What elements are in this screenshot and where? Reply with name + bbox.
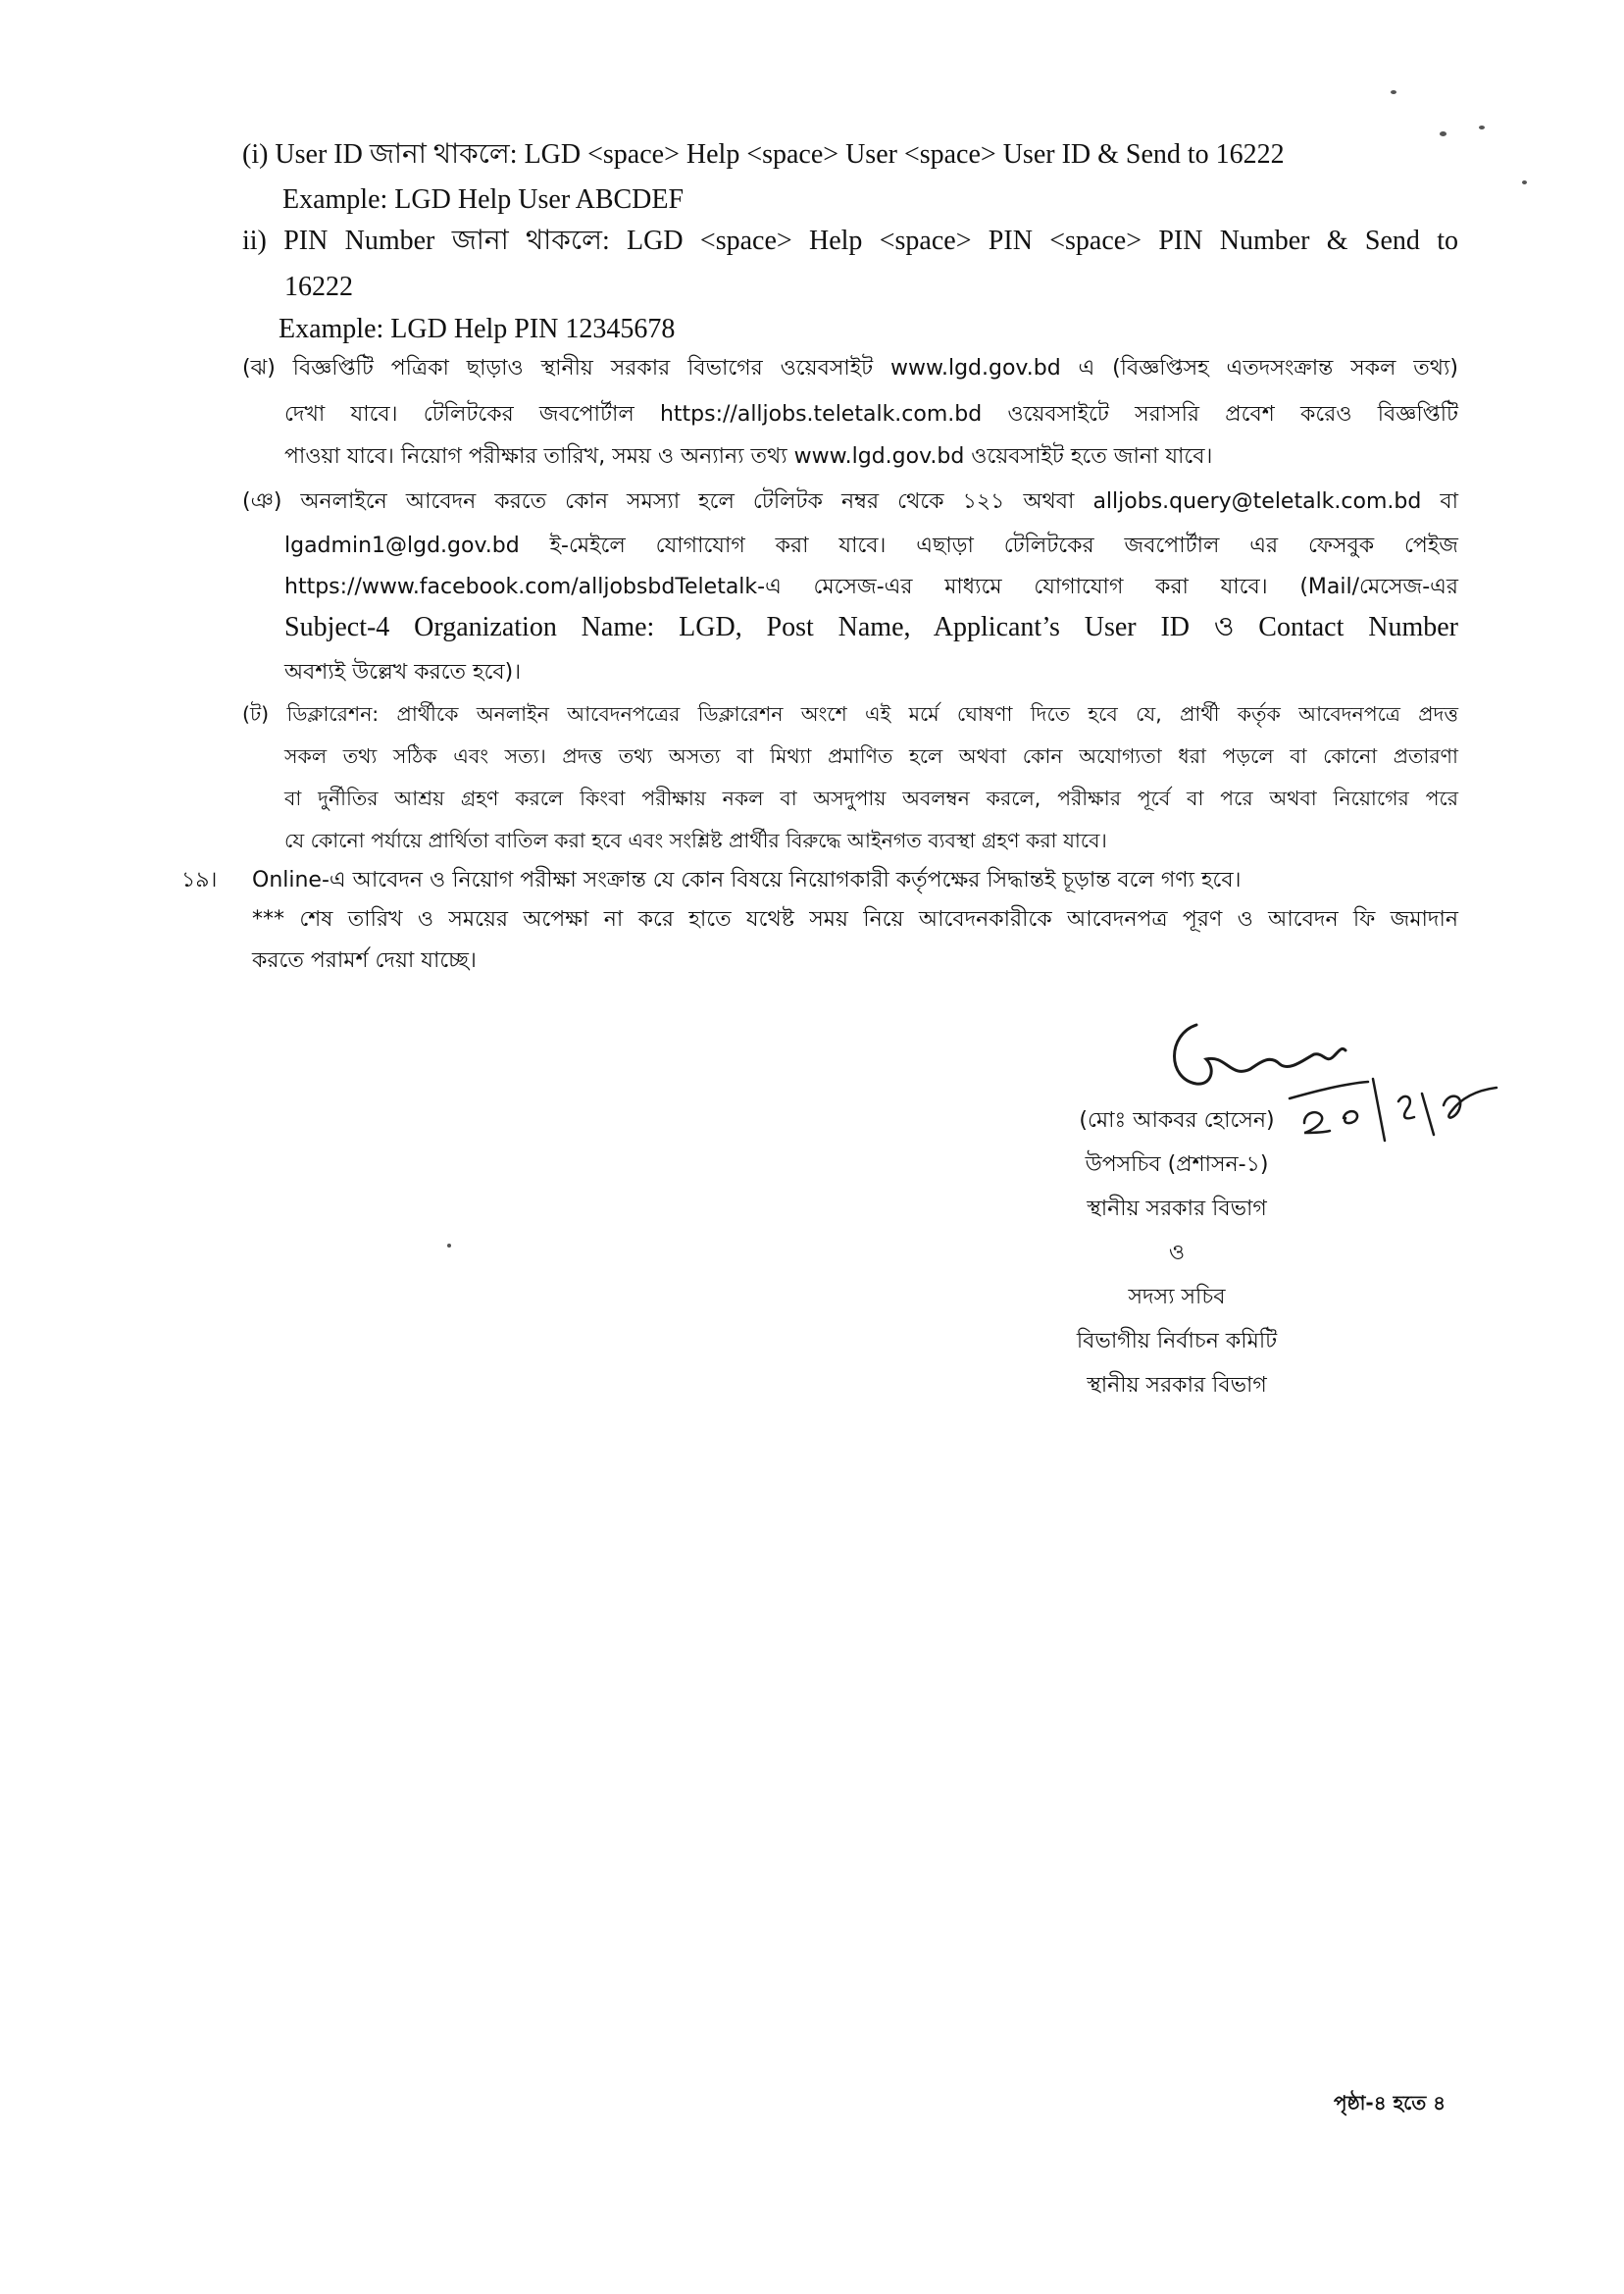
item-19-text: Online-এ আবেদন ও নিয়োগ পরীক্ষা সংক্রান্ত যে কোন বিষয়ে নিয়োগকারী কর্তৃপক্ষের সিদ্ধান্তই চূড়ান্ত বলে গণ্য হবে।	[252, 868, 1242, 892]
para-jha-line-1: (ঝ) বিজ্ঞপ্তিটি পত্রিকা ছাড়াও স্থানীয় সরকার বিভাগের ওয়েবসাইট www.lgd.gov.bd এ (বিজ্ঞপ্তিসহ এতদসংক্রান্ত সকল তথ্য)	[242, 356, 1458, 381]
sms-help-pin-cont: 16222	[284, 272, 353, 302]
para-jha-line-3: পাওয়া যাবে। নিয়োগ পরীক্ষার তারিখ, সময় ও অন্যান্য তথ্য www.lgd.gov.bd ওয়েবসাইট হতে জানা যাবে।	[284, 444, 1213, 469]
item-19-note-line-2: করতে পরামর্শ দেয়া যাচ্ছে।	[252, 948, 477, 973]
signatory-conjunction: ও	[1168, 1241, 1186, 1265]
signatory-office: স্থানীয় সরকার বিভাগ	[1087, 1197, 1267, 1221]
sms-help-pin: ii) PIN Number জানা থাকলে: LGD <space> Help <space> PIN <space> PIN Number & Send to	[242, 226, 1458, 256]
item-19-note-line-1: *** শেষ তারিখ ও সময়ের অপেক্ষা না করে হাতে যথেষ্ট সময় নিয়ে আবেদনকারীকে আবেদনপত্র পূরণ ও আবেদন ফি জমাদান	[252, 907, 1458, 932]
scan-speck	[447, 1244, 451, 1248]
para-nya-line-2: lgadmin1@lgd.gov.bd ই-মেইলে যোগাযোগ করা যাবে। এছাড়া টেলিটকের জবপোর্টাল এর ফেসবুক পেইজ	[284, 534, 1458, 558]
para-jha-line-2: দেখা যাবে। টেলিটকের জবপোর্টাল https://alljobs.teletalk.com.bd ওয়েবসাইটে সরাসরি প্রবেশ করেও বিজ্ঞপ্তিটি	[284, 402, 1458, 427]
sms-help-user-id-example: Example: LGD Help User ABCDEF	[282, 184, 685, 215]
item-19-number: ১৯।	[181, 868, 218, 892]
para-nya-line-4: Subject-4 Organization Name: LGD, Post Name, Applicant’s User ID ও Contact Number	[284, 612, 1458, 642]
signatory-name: (মোঃ আকবর হোসেন)	[1079, 1108, 1275, 1133]
signatory-role: সদস্য সচিব	[1128, 1285, 1226, 1309]
scan-speck	[1522, 180, 1527, 184]
para-ta-line-1: (ট) ডিক্লারেশন: প্রার্থীকে অনলাইন আবেদনপত্রের ডিক্লারেশন অংশে এই মর্মে ঘোষণা দিতে হবে যে, প্রার্থী কর্তৃক আবেদনপত্রে প্রদত্ত	[242, 702, 1458, 726]
scan-speck	[1479, 126, 1485, 129]
scan-speck	[1391, 90, 1396, 94]
para-nya-line-3: https://www.facebook.com/alljobsbdTeletalk-এ মেসেজ-এর মাধ্যমে যোগাযোগ করা যাবে। (Mail/মেসেজ-এর	[284, 575, 1458, 599]
para-ta-line-2: সকল তথ্য সঠিক এবং সত্য। প্রদত্ত তথ্য অসত্য বা মিথ্যা প্রমাণিত হলে অথবা কোন অযোগ্যতা ধরা পড়লে বা কোনো প্রতারণা	[284, 744, 1458, 768]
para-nya-line-5: অবশ্যই উল্লেখ করতে হবে)।	[284, 660, 522, 685]
page-number-footer: পৃষ্ঠা-৪ হতে ৪	[1334, 2091, 1446, 2115]
signatory-office-2: স্থানীয় সরকার বিভাগ	[1087, 1373, 1267, 1398]
para-ta-line-4: যে কোনো পর্যায়ে প্রার্থিতা বাতিল করা হবে এবং সংশ্লিষ্ট প্রার্থীর বিরুদ্ধে আইনগত ব্যবস্থা গ্রহণ করা যাবে।	[284, 829, 1107, 852]
signatory-designation: উপসচিব (প্রশাসন-১)	[1085, 1152, 1269, 1177]
sms-help-user-id: (i) User ID জানা থাকলে: LGD <space> Help <space> User <space> User ID & Send to 16222	[242, 139, 1285, 170]
para-ta-line-3: বা দুর্নীতির আশ্রয় গ্রহণ করলে কিংবা পরীক্ষায় নকল বা অসদুপায় অবলম্বন করলে, পরীক্ষার পূর্বে বা পরে অথবা নিয়োগের পরে	[284, 787, 1458, 810]
signatory-block	[1020, 1098, 1334, 1407]
sms-help-pin-example: Example: LGD Help PIN 12345678	[279, 314, 676, 344]
para-nya-line-1: (ঞ) অনলাইনে আবেদন করতে কোন সমস্যা হলে টেলিটক নম্বর থেকে ১২১ অথবা alljobs.query@teletalk.com.bd বা	[242, 489, 1458, 514]
scan-speck	[1440, 131, 1446, 136]
signatory-committee: বিভাগীয় নির্বাচন কমিটি	[1076, 1329, 1278, 1353]
